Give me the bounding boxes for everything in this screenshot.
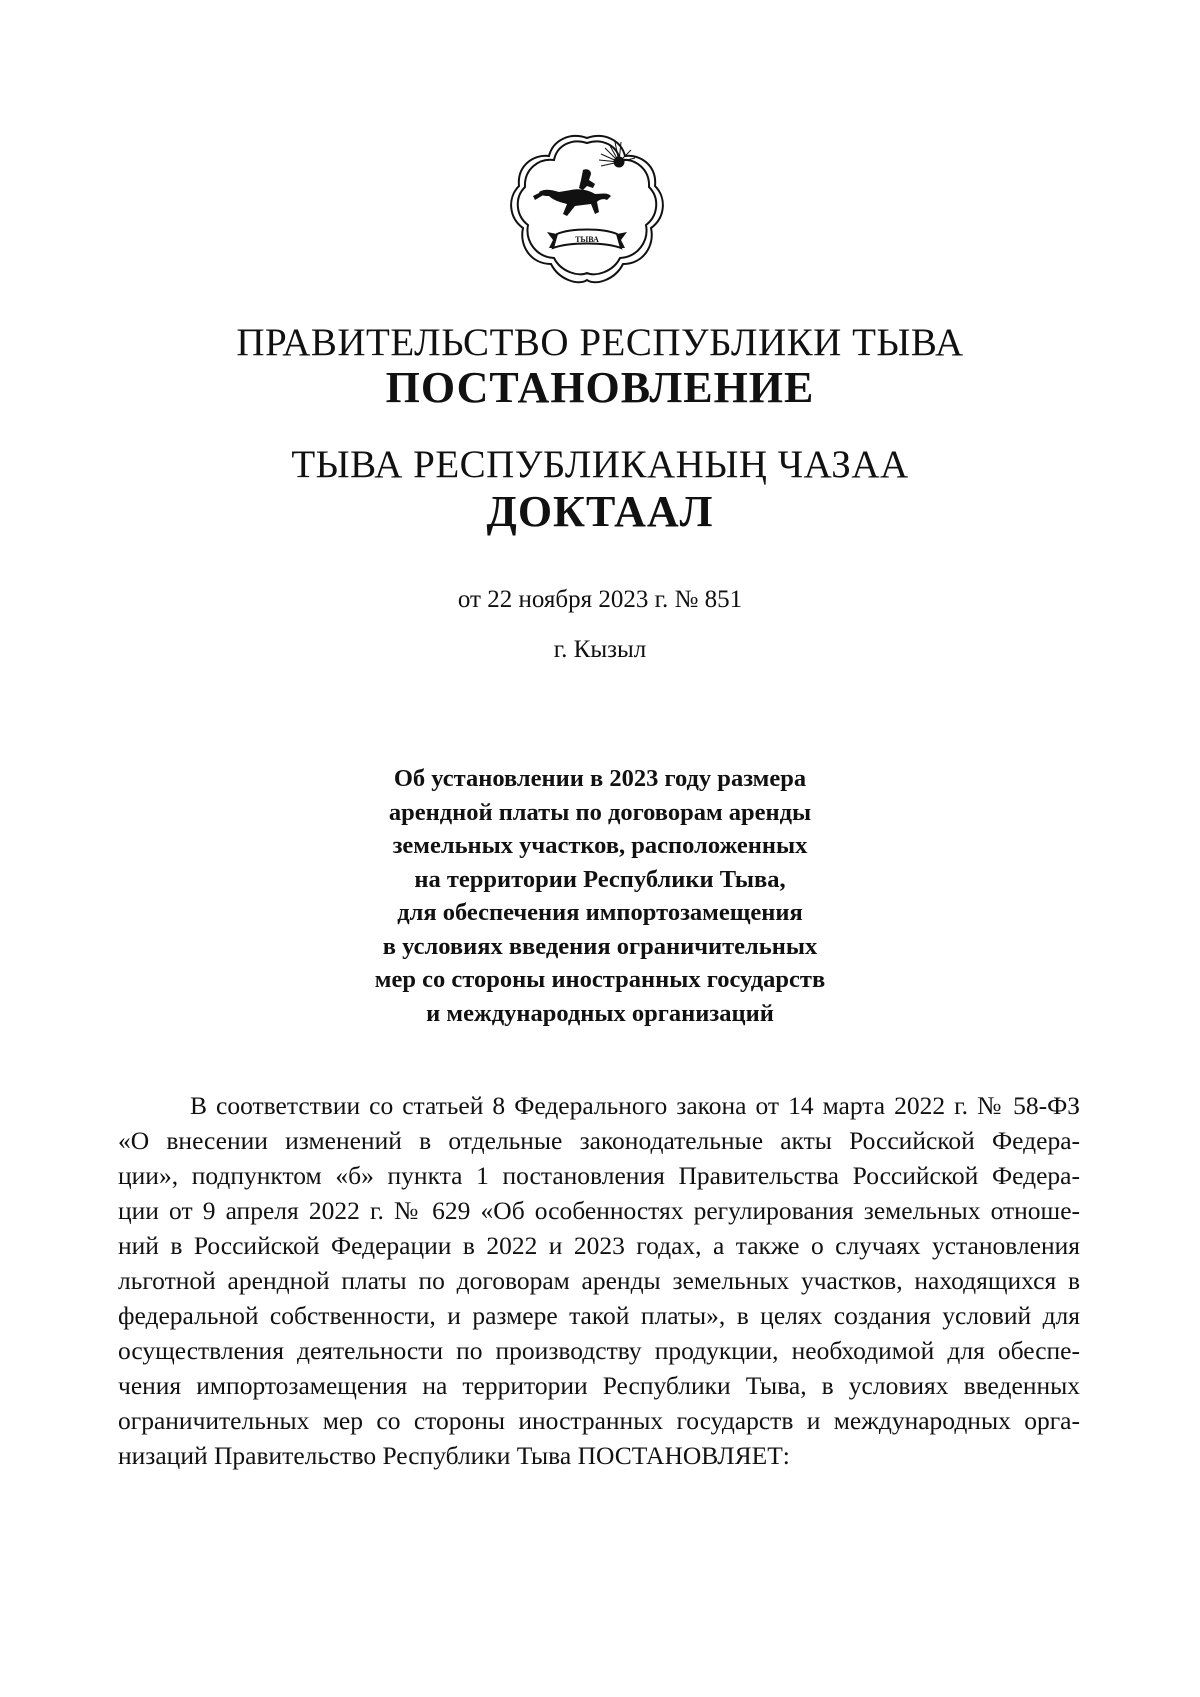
- body-line: чения импортозамещения на территории Республики Тыва, в условиях введенных: [118, 1371, 1080, 1400]
- body-line: ограничительных мер со стороны иностранных государств и международных орга-: [118, 1406, 1080, 1435]
- title-line: земельных участков, расположенных: [392, 832, 808, 859]
- document-city: г. Кызыл: [553, 636, 647, 663]
- body-line: ции от 9 апреля 2022 г. № 629 «Об особенностях регулирования земельных отноше-: [118, 1196, 1080, 1225]
- title-line: в условиях введения ограничительных: [382, 932, 818, 960]
- title-line: арендной платы по договорам аренды: [388, 798, 812, 826]
- document-type-ru: ПОСТАНОВЛЕНИЕ: [385, 363, 815, 412]
- title-line: на территории Республики Тыва,: [414, 865, 786, 893]
- body-line: В соответствии со статьей 8 Федерального закона от 14 марта 2022 г. № 58-ФЗ: [190, 1091, 1080, 1120]
- body-line: осуществления деятельности по производству продукции, необходимой для обеспе-: [118, 1336, 1080, 1365]
- document-title: [300, 762, 900, 1030]
- organization-title-ru: ПРАВИТЕЛЬСТВО РЕСПУБЛИКИ ТЫВА: [236, 321, 964, 364]
- title-line: для обеспечения импортозамещения: [397, 899, 803, 926]
- preamble-paragraph: [118, 1088, 1080, 1473]
- organization-title-tuvan: ТЫВА РЕСПУБЛИКАНЫҢ ЧАЗАА: [291, 443, 909, 486]
- title-line: и международных организаций: [426, 999, 774, 1027]
- body-line: федеральной собственности, и размере такой платы», в целях создания условий для: [118, 1301, 1080, 1330]
- body-line: льготной арендной платы по договорам аренды земельных участков, находящихся в: [118, 1266, 1080, 1295]
- body-line: низаций Правительство Республики Тыва ПОСТАНОВЛЯЕТ:: [118, 1441, 790, 1470]
- tuva-coat-of-arms-icon: [509, 130, 665, 286]
- title-line: Об установлении в 2023 году размера: [393, 765, 807, 792]
- title-line: мер со стороны иностранных государств: [374, 966, 826, 993]
- body-line: «О внесении изменений в отдельные законодательные акты Российской Федера-: [118, 1126, 1080, 1155]
- body-line: ции», подпунктом «б» пункта 1 постановления Правительства Российской Федера-: [118, 1161, 1080, 1190]
- body-line: ний в Российской Федерации в 2022 и 2023 годах, а также о случаях установления: [118, 1231, 1080, 1260]
- document-type-tuvan: ДОКТААЛ: [486, 487, 714, 536]
- emblem-ribbon-label: ТЫВА: [575, 235, 599, 244]
- document-date-number: от 22 ноября 2023 г. № 851: [457, 586, 743, 613]
